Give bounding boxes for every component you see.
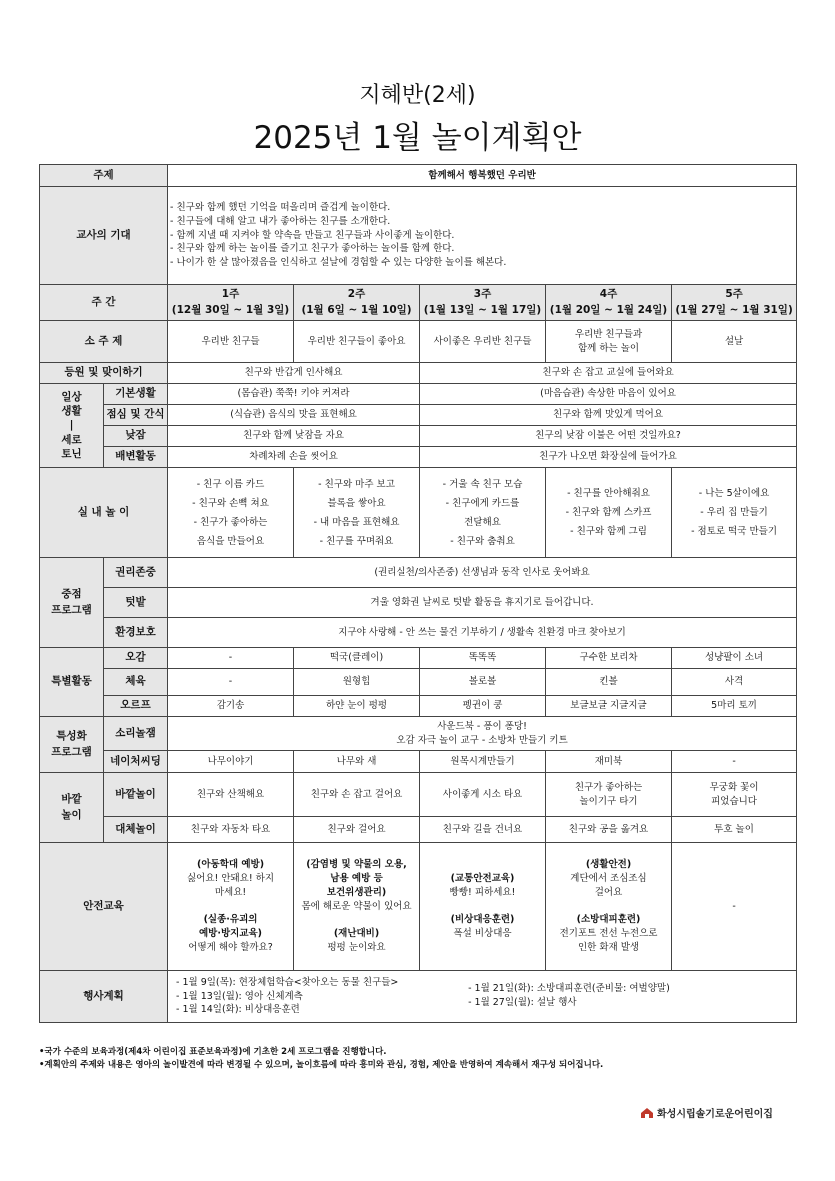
list-item: - 1월 21일(화): 소방대피훈련(준비물: 여벌양말) bbox=[468, 982, 670, 994]
outdoor-play-row bbox=[40, 773, 797, 817]
indoor-row bbox=[40, 468, 797, 558]
environment-label: 환경보호 bbox=[104, 618, 168, 648]
ogam-5: 성냥팔이 소녀 bbox=[672, 648, 797, 669]
daily-life-label: 일상 생활 | 세로 토닌 bbox=[40, 384, 104, 468]
org-name: 화성시립솔기로운어린이집 bbox=[657, 1109, 773, 1120]
alt-play-4: 친구와 공을 옮겨요 bbox=[546, 817, 672, 843]
safety-1: (아동학대 예방) 싫어요! 안돼요! 하지 마세요! (실종·유괴의 예방·방지교육) 어떻게 해야 할까요? bbox=[168, 843, 294, 971]
indoor-5: - 나는 5살이에요 - 우리 집 만들기 - 점토로 떡국 만들기 bbox=[672, 468, 797, 558]
ogam-2: 떡국(클레이) bbox=[294, 648, 420, 669]
safety-3: (교통안전교육) 빵빵! 피하세요! (비상대응훈련) 폭설 비상대응 bbox=[420, 843, 546, 971]
specialized-label: 특성화 프로그램 bbox=[40, 717, 104, 773]
week-4: 4주 (1월 20일 ~ 1월 24일) bbox=[546, 285, 672, 321]
pe-row bbox=[40, 669, 797, 696]
alt-play-1: 친구와 자동차 타요 bbox=[168, 817, 294, 843]
nap-label: 낮잠 bbox=[104, 426, 168, 447]
alt-play-3: 친구와 길을 건너요 bbox=[420, 817, 546, 843]
nature-row bbox=[40, 751, 797, 773]
nature-1: 나무이야기 bbox=[168, 751, 294, 773]
outdoor-play-2: 친구와 손 잡고 걸어요 bbox=[294, 773, 420, 817]
safety-5: - bbox=[672, 843, 797, 971]
events-left bbox=[176, 976, 398, 1017]
theme-row bbox=[40, 165, 797, 187]
safety-2: (감염병 및 약물의 오용, 남용 예방 등 보건위생관리) 몸에 해로운 약물이 있어요 (재난대비) 펑펑 눈이와요 bbox=[294, 843, 420, 971]
orff-5: 5마리 토끼 bbox=[672, 696, 797, 717]
lunch-label: 점심 및 간식 bbox=[104, 405, 168, 426]
footnote: •계획안의 주제와 내용은 영아의 놀이발견에 따라 변경될 수 있으며, 놀이흐름에 따라 흥미와 관심, 경험, 제안을 반영하여 계속해서 재구성 되어집니다. bbox=[39, 1060, 604, 1071]
indoor-1: - 친구 이름 카드 - 친구와 손뼉 쳐요 - 친구가 좋아하는 음식을 만들어요 bbox=[168, 468, 294, 558]
basic-life-2: (마음습관) 속상한 마음이 있어요 bbox=[420, 384, 797, 405]
subtopic-5: 설날 bbox=[672, 321, 797, 363]
toilet-2: 친구가 나오면 화장실에 들어가요 bbox=[420, 447, 797, 468]
indoor-4: - 친구를 안아해줘요 - 친구와 함께 스카프 - 친구와 함께 그림 bbox=[546, 468, 672, 558]
sound-value: 사운드북 - 퐁이 퐁당! 오감 자극 놀이 교구 - 소방차 만들기 키트 bbox=[168, 717, 797, 751]
plan-title: 2025년 1월 놀이계획안 bbox=[253, 120, 582, 156]
footnote: •국가 수준의 보육과정(제4차 어린이집 표준보육과정)에 기초한 2세 프로그램을 진행합니다. bbox=[39, 1047, 387, 1057]
subtopic-4: 우리반 친구들과 함께 하는 놀이 bbox=[546, 321, 672, 363]
list-item: - 친구들에 대해 알고 내가 좋아하는 친구를 소개한다. bbox=[170, 215, 391, 227]
outdoor-play-1: 친구와 산책해요 bbox=[168, 773, 294, 817]
arrival-row bbox=[40, 363, 797, 384]
orff-row bbox=[40, 696, 797, 717]
pe-4: 킨볼 bbox=[546, 669, 672, 696]
nature-3: 원목시계만들기 bbox=[420, 751, 546, 773]
ogam-3: 똑똑똑 bbox=[420, 648, 546, 669]
list-item: - 나이가 한 살 많아졌음을 인식하고 설날에 경험할 수 있는 다양한 놀이를 해본다. bbox=[170, 257, 507, 269]
subtopic-row bbox=[40, 321, 797, 363]
indoor-label: 실 내 놀 이 bbox=[40, 468, 168, 558]
pe-label: 체육 bbox=[104, 669, 168, 696]
events-label: 행사계획 bbox=[40, 971, 168, 1023]
footnotes bbox=[39, 1046, 809, 1072]
lunch-2: 친구와 함께 맛있게 먹어요 bbox=[420, 405, 797, 426]
orff-2: 하얀 눈이 펑펑 bbox=[294, 696, 420, 717]
events-row bbox=[40, 971, 797, 1023]
outdoor-play-label: 바깥놀이 bbox=[104, 773, 168, 817]
ogam-4: 구수한 보리차 bbox=[546, 648, 672, 669]
theme-label: 주제 bbox=[40, 165, 168, 187]
subtopic-label: 소 주 제 bbox=[40, 321, 168, 363]
subtopic-2: 우리반 친구들이 좋아요 bbox=[294, 321, 420, 363]
outdoor-label: 바깥 놀이 bbox=[40, 773, 104, 843]
special-label: 특별활동 bbox=[40, 648, 104, 717]
garden-label: 텃밭 bbox=[104, 588, 168, 618]
list-item: - 1월 13일(월): 영아 신체계측 bbox=[176, 990, 303, 1002]
nap-row bbox=[40, 426, 797, 447]
class-name: 지혜반(2세) bbox=[359, 83, 476, 108]
outdoor-play-5: 무궁화 꽃이 피었습니다 bbox=[672, 773, 797, 817]
nature-2: 나무와 새 bbox=[294, 751, 420, 773]
teacher-expect-list bbox=[168, 187, 797, 285]
garden-row bbox=[40, 588, 797, 618]
toilet-row bbox=[40, 447, 797, 468]
list-item: - 1월 14일(화): 비상대응훈련 bbox=[176, 1004, 300, 1016]
footer-org bbox=[640, 1105, 773, 1120]
outdoor-play-3: 사이좋게 시소 타요 bbox=[420, 773, 546, 817]
week-5: 5주 (1월 27일 ~ 1월 31일) bbox=[672, 285, 797, 321]
nature-label: 네이처씨딩 bbox=[104, 751, 168, 773]
orff-3: 펭귄이 쿵 bbox=[420, 696, 546, 717]
nap-2: 친구의 낮잠 이불은 어떤 것일까요? bbox=[420, 426, 797, 447]
environment-row bbox=[40, 618, 797, 648]
rights-value: (권리실천/의사존중) 선생님과 동작 인사로 웃어봐요 bbox=[168, 558, 797, 588]
ogam-label: 오감 bbox=[104, 648, 168, 669]
outdoor-play-4: 친구가 좋아하는 놀이기구 타기 bbox=[546, 773, 672, 817]
basic-life-row bbox=[40, 384, 797, 405]
nap-1: 친구와 함께 낮잠을 자요 bbox=[168, 426, 420, 447]
week-1: 1주 (12월 30일 ~ 1월 3일) bbox=[168, 285, 294, 321]
pe-5: 사격 bbox=[672, 669, 797, 696]
toilet-label: 배변활동 bbox=[104, 447, 168, 468]
toilet-1: 차례차례 손을 씻어요 bbox=[168, 447, 420, 468]
orff-4: 보글보글 지글지글 bbox=[546, 696, 672, 717]
arrival-1: 친구와 반갑게 인사해요 bbox=[168, 363, 420, 384]
rights-label: 권리존중 bbox=[104, 558, 168, 588]
safety-row bbox=[40, 843, 797, 971]
lunch-row bbox=[40, 405, 797, 426]
daycare-logo-icon bbox=[640, 1107, 654, 1119]
list-item: - 1월 27일(월): 설날 행사 bbox=[468, 996, 577, 1008]
list-item: - 친구와 함께 하는 놀이를 즐기고 친구가 좋아하는 놀이를 함께 한다. bbox=[170, 243, 455, 255]
teacher-expect-label: 교사의 기대 bbox=[40, 187, 168, 285]
theme-value: 함께해서 행복했던 우리반 bbox=[168, 165, 797, 187]
alt-play-2: 친구와 걸어요 bbox=[294, 817, 420, 843]
sound-row bbox=[40, 717, 797, 751]
basic-life-label: 기본생활 bbox=[104, 384, 168, 405]
alt-play-row bbox=[40, 817, 797, 843]
orff-1: 감기송 bbox=[168, 696, 294, 717]
list-item: - 함께 지낼 때 지켜야 할 약속을 만들고 친구들과 사이좋게 놀이한다. bbox=[170, 229, 455, 241]
nature-5: - bbox=[672, 751, 797, 773]
list-item: - 1월 9일(목): 현장체험학습<찾아오는 동물 친구들> bbox=[176, 976, 399, 988]
events-value bbox=[168, 971, 797, 1023]
safety-label: 안전교육 bbox=[40, 843, 168, 971]
pe-1: - bbox=[168, 669, 294, 696]
subtopic-1: 우리반 친구들 bbox=[168, 321, 294, 363]
indoor-3: - 거울 속 친구 모습 - 친구에게 카드를 전달해요 - 친구와 춤춰요 bbox=[420, 468, 546, 558]
arrival-2: 친구와 손 잡고 교실에 들어와요 bbox=[420, 363, 797, 384]
pe-3: 볼로볼 bbox=[420, 669, 546, 696]
safety-4: (생활안전) 계단에서 조심조심 걸어요 (소방대피훈련) 전기포트 전선 누전으로 인한 화재 발생 bbox=[546, 843, 672, 971]
garden-value: 겨울 영화권 날씨로 텃밭 활동을 휴지기로 들어갑니다. bbox=[168, 588, 797, 618]
basic-life-1: (몸습관) 쭉쭉! 키야 커져라 bbox=[168, 384, 420, 405]
week-label: 주 간 bbox=[40, 285, 168, 321]
week-3: 3주 (1월 13일 ~ 1월 17일) bbox=[420, 285, 546, 321]
alt-play-5: 투호 놀이 bbox=[672, 817, 797, 843]
alt-play-label: 대체놀이 bbox=[104, 817, 168, 843]
pe-2: 원형힙 bbox=[294, 669, 420, 696]
arrival-label: 등원 및 맞이하기 bbox=[40, 363, 168, 384]
indoor-2: - 친구와 마주 보고 블록을 쌓아요 - 내 마음을 표현해요 - 친구를 꾸며줘요 bbox=[294, 468, 420, 558]
nature-4: 재미북 bbox=[546, 751, 672, 773]
rights-row bbox=[40, 558, 797, 588]
orff-label: 오르프 bbox=[104, 696, 168, 717]
lunch-1: (식습관) 음식의 맛을 표현해요 bbox=[168, 405, 420, 426]
week-row bbox=[40, 285, 797, 321]
environment-value: 지구야 사랑해 - 안 쓰는 물건 기부하기 / 생활속 친환경 마크 찾아보기 bbox=[168, 618, 797, 648]
focus-program-label: 중점 프로그램 bbox=[40, 558, 104, 648]
sound-label: 소리놀잼 bbox=[104, 717, 168, 751]
list-item: - 친구와 함께 했던 기억을 떠올리며 즐겁게 놀이한다. bbox=[170, 202, 391, 214]
teacher-expect-row bbox=[40, 187, 797, 285]
ogam-1: - bbox=[168, 648, 294, 669]
subtopic-3: 사이좋은 우리반 친구들 bbox=[420, 321, 546, 363]
ogam-row bbox=[40, 648, 797, 669]
events-right bbox=[468, 976, 788, 1017]
play-plan-table bbox=[39, 164, 797, 1023]
week-2: 2주 (1월 6일 ~ 1월 10일) bbox=[294, 285, 420, 321]
